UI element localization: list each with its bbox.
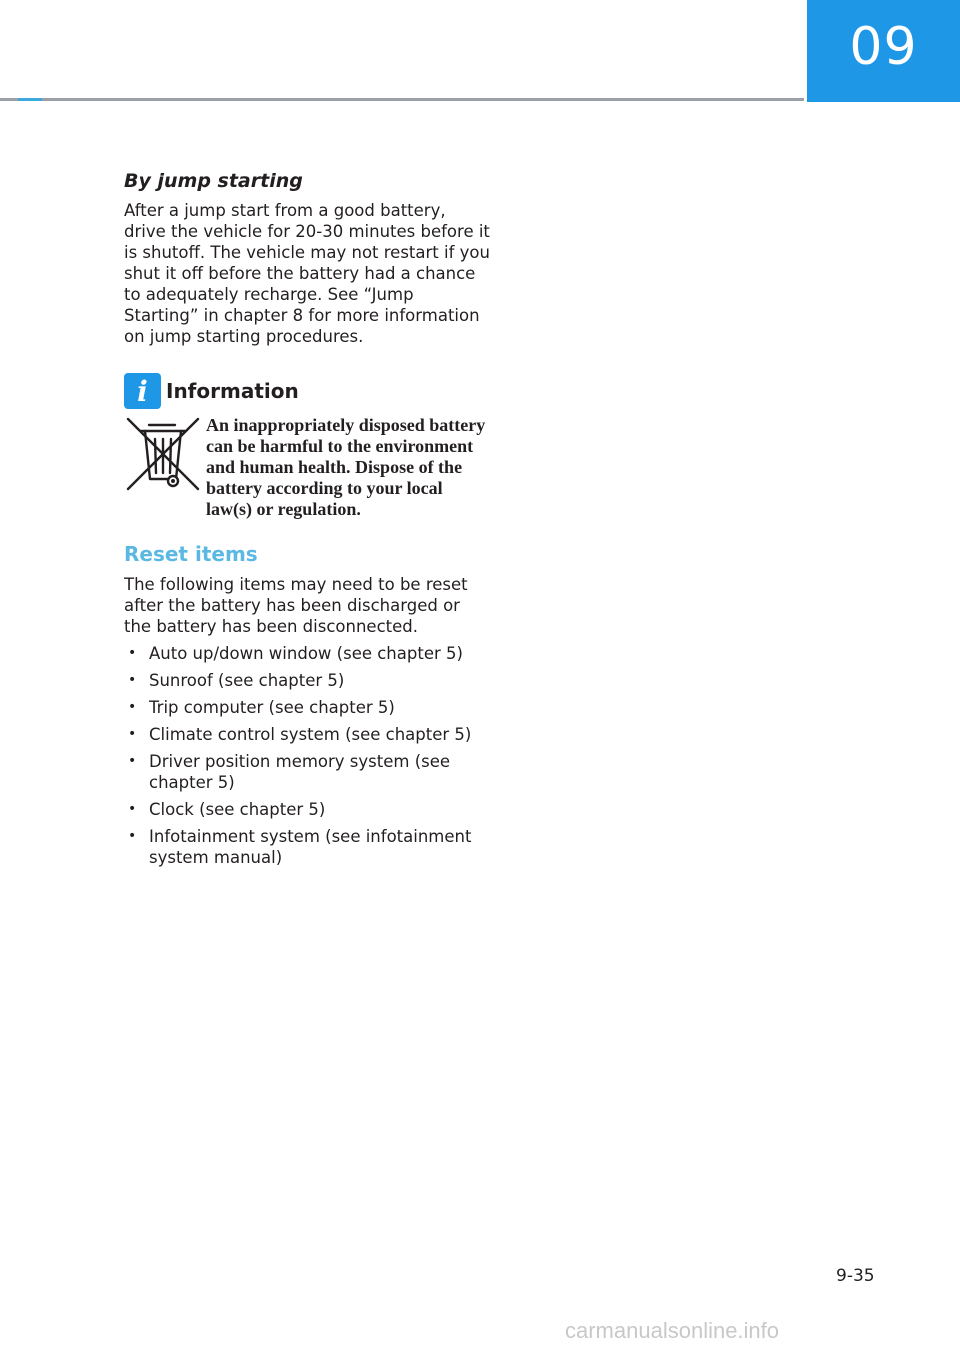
list-item bbox=[124, 697, 490, 718]
list-item-text: Sunroof (see chapter 5) bbox=[149, 671, 345, 690]
list-item-text: Driver position memory system (see chapter 5) bbox=[149, 752, 451, 792]
list-item bbox=[124, 670, 490, 691]
reset-items-list bbox=[124, 643, 490, 868]
list-item-text: Climate control system (see chapter 5) bbox=[149, 725, 472, 744]
crossed-out-bin-icon bbox=[125, 415, 201, 493]
bullet: • bbox=[128, 828, 137, 844]
jump-starting-title: By jump starting bbox=[124, 170, 303, 192]
header-rule-accent bbox=[18, 98, 42, 101]
information-text: An inappropriately disposed battery can be harmful to the environment and human health. Dispose of the battery according to your local law(s) or regulation. bbox=[206, 415, 486, 519]
information-body bbox=[124, 415, 490, 520]
reset-items-intro: The following items may need to be reset after the battery has been discharged or the battery has been disconnected. bbox=[124, 575, 468, 636]
list-item bbox=[124, 751, 490, 793]
page-content bbox=[124, 170, 490, 874]
jump-starting-body: After a jump start from a good battery, drive the vehicle for 20-30 minutes before it is shutoff. The vehicle may not restart if you shut it off before the battery had a chance to adequately recharge. See “Jump Starting” in chapter 8 for more information on jump starting procedures. bbox=[124, 201, 490, 346]
info-icon: i bbox=[124, 373, 161, 409]
bullet: • bbox=[128, 753, 137, 769]
list-item-text: Clock (see chapter 5) bbox=[149, 800, 326, 819]
list-item bbox=[124, 724, 490, 745]
information-title: Information bbox=[166, 379, 299, 403]
page-number: 9-35 bbox=[836, 1266, 875, 1286]
list-item-text: Trip computer (see chapter 5) bbox=[149, 698, 395, 717]
chapter-tab bbox=[807, 0, 960, 102]
information-header bbox=[124, 373, 490, 409]
bullet: • bbox=[128, 645, 137, 661]
bullet: • bbox=[128, 801, 137, 817]
header-rule bbox=[0, 98, 804, 101]
list-item bbox=[124, 799, 490, 820]
list-item bbox=[124, 826, 490, 868]
watermark: carmanualsonline.info bbox=[565, 1318, 780, 1343]
list-item bbox=[124, 643, 490, 664]
bullet: • bbox=[128, 726, 137, 742]
bullet: • bbox=[128, 699, 137, 715]
list-item-text: Auto up/down window (see chapter 5) bbox=[149, 644, 463, 663]
list-item-text: Infotainment system (see infotainment system manual) bbox=[149, 827, 472, 867]
reset-items-title: Reset items bbox=[124, 542, 258, 566]
bullet: • bbox=[128, 672, 137, 688]
chapter-number: 09 bbox=[849, 17, 918, 77]
